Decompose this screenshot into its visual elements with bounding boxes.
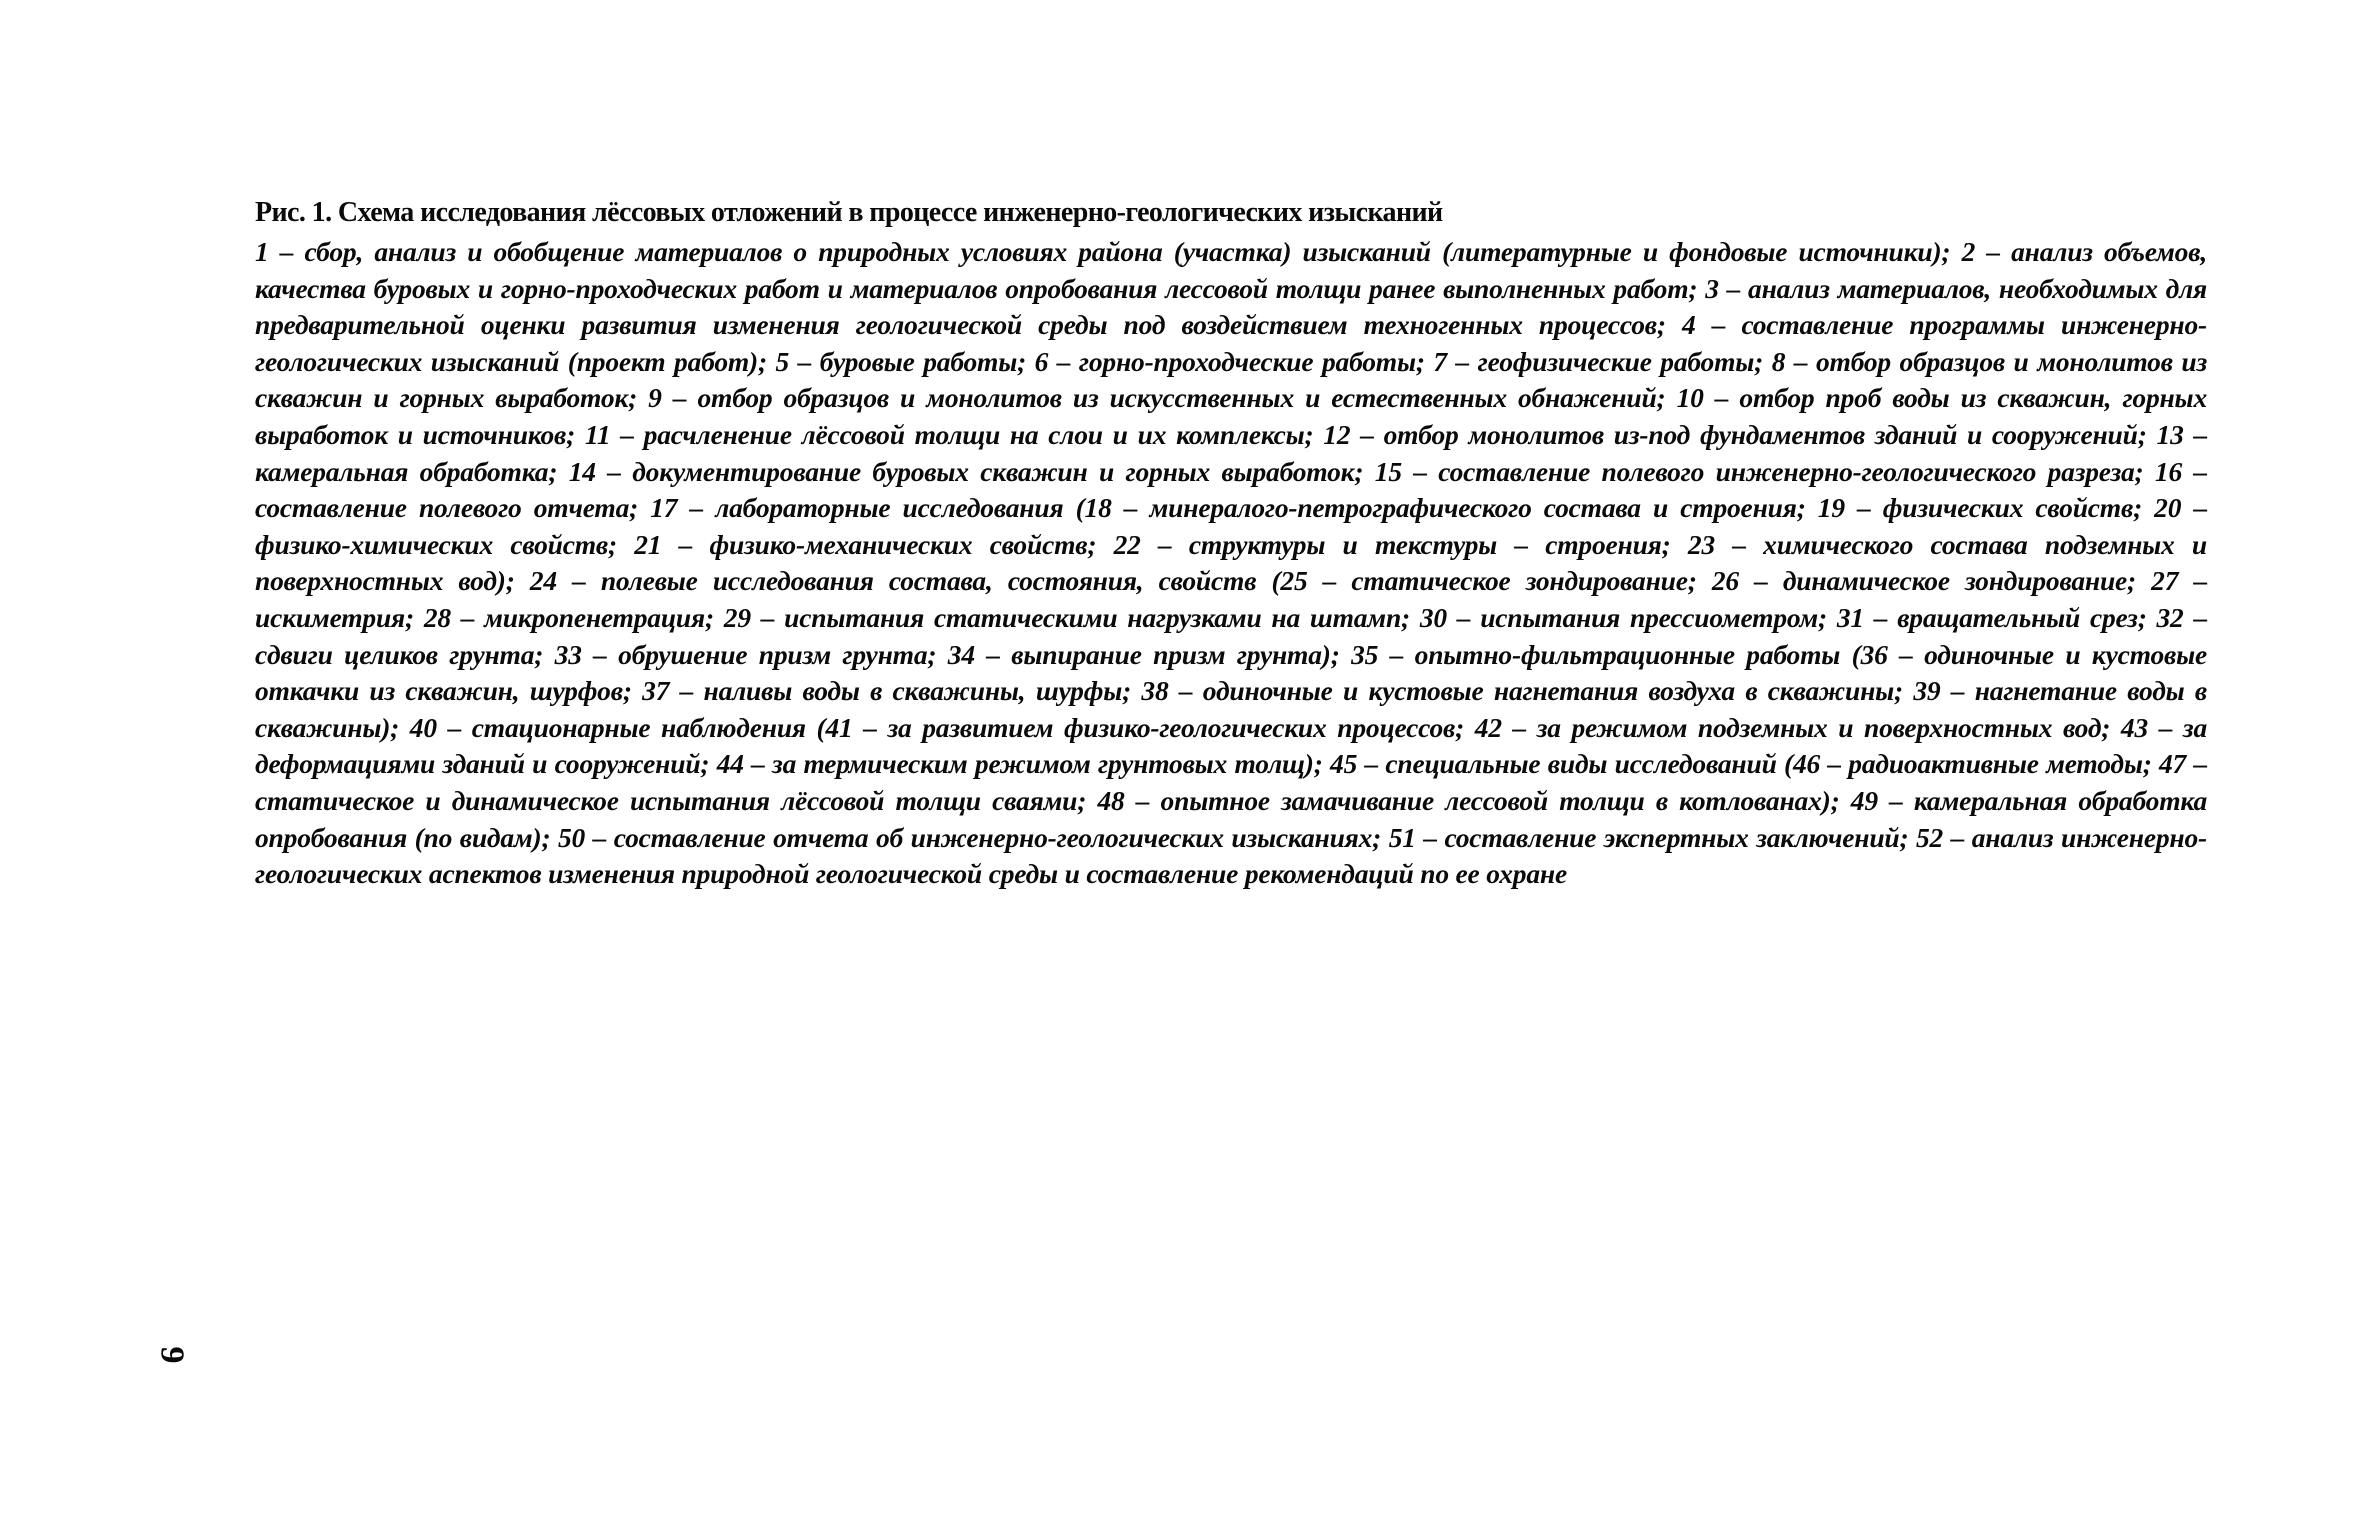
figure-caption-text: 1 – сбор, анализ и обобщение материалов о природных условиях района (участка) изысканий (литературные и фондовые источники); 2 – анализ объемов, качества буровых и горно-проходческих работ и материалов опробования лессовой толщи ранее выполненных работ; 3 – анализ материалов, необходимых для предварительной оценки развития изменения геологической среды под воздействием техногенных процессов; 4 – составление программы инженерно-геологических изысканий (проект работ); 5 – буровые работы; 6 – горно-проходческие работы; 7 – геофизические работы; 8 – отбор образцов и монолитов из скважин и горных выработок; 9 – отбор образцов и монолитов из искусственных и естественных обнажений; 10 – отбор проб воды из скважин, горных выработок и источников; 11 – расчленение лёссовой толщи на слои и их комплексы; 12 – отбор монолитов из-под фундаментов зданий и сооружений; 13 – камеральная обработка; 14 – документирование буровых скважин и горных выработок; 15 – составление полевого инженерно-геологического разреза; 16 – составление полевого отчета; 17 – лабораторные исследования (18 – минералого-петрографического состава и строения; 19 – физических свойств; 20 – физико-химических свойств; 21 – физико-механических свойств; 22 – структуры и текстуры – строения; 23 – химического состава подземных и поверхностных вод); 24 – полевые исследования состава, состояния, свойств (25 – статическое зондирование; 26 – динамическое зондирование; 27 – искиметрия; 28 – микропенетрация; 29 – испытания статическими нагрузками на штамп; 30 – испытания прессиометром; 31 – вращательный срез; 32 – сдвиги целиков грунта; 33 – обрушение призм грунта; 34 – выпирание призм грунта); 35 – опытно-фильтрационные работы (36 – одиночные и кустовые откачки из скважин, шурфов; 37 – наливы воды в скважины, шурфы; 38 – одиночные и кустовые нагнетания воздуха в скважины; 39 – нагнетание воды в скважины); 40 – стационарные наблюдения (41 – за развитием физико-геологических процессов; 42 – за режимом подземных и поверхностных вод; 43 – за деформациями зданий и сооружений; 44 – за термическим режимом грунтовых толщ); 45 – специальные виды исследований (46 – радиоактивные методы; 47 – статическое и динамическое испытания лёссовой толщи сваями; 48 – опытное замачивание лессовой толщи в котлованах); 49 – камеральная обработка опробования (по видам); 50 – составление отчета об инженерно-геологических изысканиях; 51 – составление экспертных заключений; 52 – анализ инженерно-геологических аспектов изменения природной геологической среды и составление рекомендаций по ее охране: [255, 236, 2207, 890]
figure-title: Рис. 1. Схема исследования лёссовых отложений в процессе инженерно-геологических изысканий: [255, 197, 1443, 228]
figure-caption-block: [255, 196, 2207, 893]
page-number: 9: [153, 1346, 191, 1364]
